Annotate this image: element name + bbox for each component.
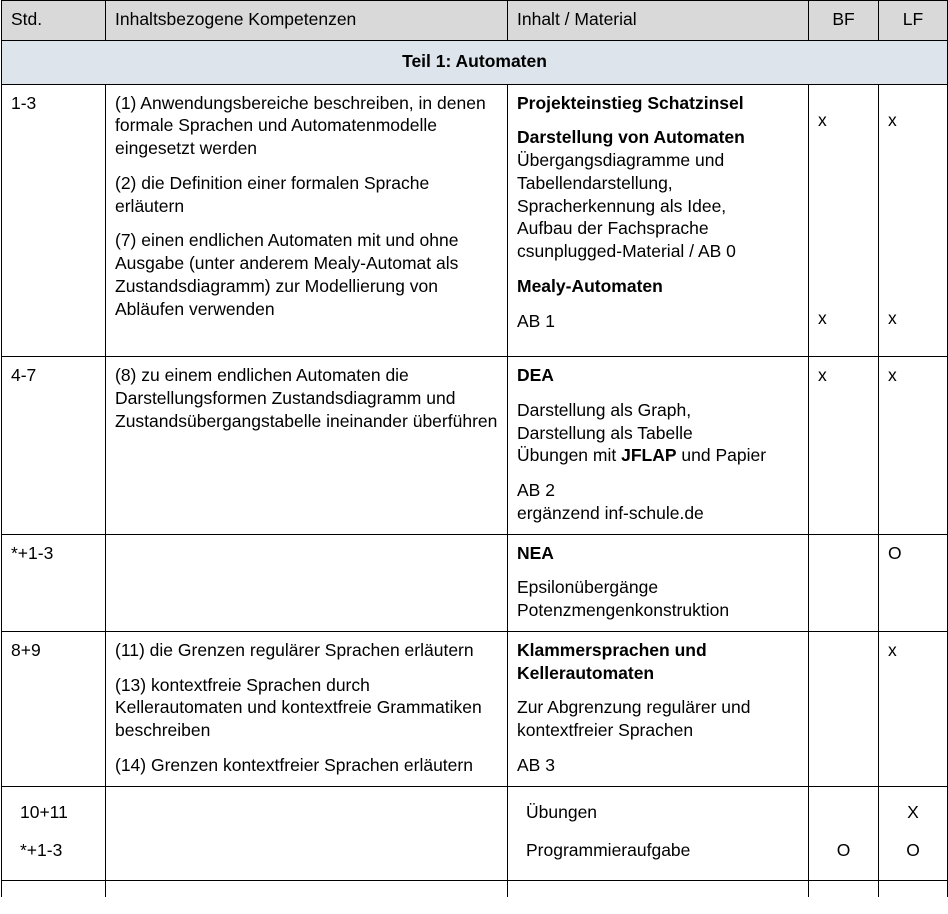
cell-bf (809, 631, 879, 786)
subrow (115, 794, 498, 832)
material-detail: Übungen (526, 801, 598, 822)
table-row (2, 84, 948, 357)
std-subtable (11, 794, 96, 872)
material-heading: Darstellung von Automaten (517, 127, 745, 148)
cell-std: 1-3 (2, 84, 106, 357)
material-heading (517, 639, 799, 685)
kompetenz-item: (8) zu einem endlichen Automaten die Darstellungsformen Zustandsdiagramm und Zustandsübergangstabelle ineinander überführen (115, 365, 498, 431)
cell-std: 8+9 (2, 631, 106, 786)
subrow (818, 832, 869, 871)
table-row (2, 357, 948, 535)
cell-material (508, 631, 809, 786)
material-heading: Mealy-Automaten (517, 275, 663, 296)
cell-kompetenzen (106, 84, 508, 357)
table-row (2, 786, 948, 881)
cell-material (508, 84, 809, 357)
cell-bf (809, 534, 879, 631)
material-line-post: und Papier (676, 445, 767, 466)
material-line: Spracherkennung als Idee, (517, 195, 727, 216)
cell-kompetenzen (106, 534, 508, 631)
cell-material (508, 534, 809, 631)
kompetenz-item: (13) kontextfreie Sprachen durch Kellerautomaten und kontextfreie Grammatiken beschreiben (115, 674, 482, 740)
table-header (2, 1, 948, 41)
cell-lf-partial (879, 881, 948, 897)
material-line: Klammersprachen und (517, 639, 707, 660)
bf-mark: O (836, 839, 851, 860)
subrow (115, 832, 498, 870)
subrow (517, 832, 799, 871)
kompetenz-item: (14) Grenzen kontextfreier Sprachen erläutern (115, 754, 473, 775)
material-line: AB 2 (517, 480, 555, 500)
table-row (2, 631, 948, 786)
column-header-lf: LF (879, 1, 948, 41)
material-heading: NEA (517, 542, 554, 563)
column-header-inhalt: Inhalt / Material (508, 1, 809, 41)
cell-kompetenzen (106, 631, 508, 786)
cell-material (508, 357, 809, 535)
jflap-label: JFLAP (621, 445, 677, 466)
material-line: Übergangsdiagramme und (517, 150, 725, 170)
material-line: csunplugged-Material / AB 0 (517, 241, 736, 261)
kompetenz-item: (11) die Grenzen regulärer Sprachen erläutern (115, 639, 474, 660)
cell-std: *+1-3 (20, 840, 63, 861)
table-row (2, 534, 948, 631)
spacer (115, 542, 498, 620)
material-line-pre: Übungen mit (517, 445, 622, 466)
lf-mark: x (888, 307, 897, 328)
lf-mark: X (907, 801, 919, 822)
cell-bf (809, 84, 879, 357)
material-line: kontextfreier Sprachen (517, 720, 694, 740)
material-detail: AB 1 (517, 310, 555, 331)
cell-lf: x (879, 357, 948, 535)
cell-lf: x (879, 631, 948, 786)
material-heading: DEA (517, 365, 554, 385)
lf-mark: O (906, 840, 920, 861)
spacer (115, 444, 498, 490)
cell-kompetenz (115, 794, 498, 832)
subrow (517, 794, 799, 833)
subrow (11, 794, 96, 833)
cell-kompetenzen-partial (106, 881, 508, 897)
material-line: Zur Abgrenzung regulärer und (517, 697, 751, 718)
cell-std: 10+11 (20, 801, 68, 822)
curriculum-table (1, 0, 948, 897)
bf-subtable (818, 794, 869, 871)
table-row-partial (2, 881, 948, 897)
cell-material-partial (508, 881, 809, 897)
column-header-bf: BF (809, 1, 879, 41)
material-detail (517, 149, 799, 263)
kompetenz-item: (7) einen endlichen Automaten mit und ohne Ausgabe (unter anderem Mealy-Automat als Zustandsdiagramm) zur Modellierung von Abläufen verwenden (115, 230, 459, 319)
cell-std: *+1-3 (2, 534, 106, 631)
column-header-kompetenzen: Inhaltsbezogene Kompetenzen (106, 1, 508, 41)
cell-lf (879, 84, 948, 357)
header-row (2, 1, 948, 41)
lf-mark: x (888, 110, 897, 130)
lf-subtable (888, 794, 938, 872)
cell-kompetenzen (106, 357, 508, 535)
material-line: Tabellendarstellung, (517, 172, 673, 193)
subrow (11, 832, 96, 871)
spacer (818, 149, 869, 289)
cell-kompetenz (115, 832, 498, 870)
kompetenzen-subtable (115, 794, 498, 870)
section-title: Teil 1: Automaten (2, 40, 948, 84)
material-line: Darstellung als Graph, (517, 399, 692, 420)
bf-mark (818, 794, 869, 832)
material-line: ergänzend inf-schule.de (517, 502, 704, 523)
subrow (888, 794, 938, 833)
cell-bf: x (809, 357, 879, 535)
material-detail (517, 479, 799, 525)
material-line: Potenzmengenkonstruktion (517, 600, 730, 620)
table-body (2, 40, 948, 896)
cell-bf (809, 786, 879, 881)
section-banner-row (2, 40, 948, 84)
spacer (888, 149, 938, 289)
material-detail: AB 3 (517, 754, 555, 775)
material-line: Epsilonübergänge (517, 577, 659, 598)
cell-lf: O (879, 534, 948, 631)
material-line: Aufbau der Fachsprache (517, 218, 709, 239)
material-line: Kellerautomaten (517, 662, 655, 683)
cell-bf-partial (809, 881, 879, 897)
cell-material (508, 786, 809, 881)
material-detail (517, 576, 799, 622)
subrow (888, 832, 938, 871)
kompetenz-item: (2) die Definition einer formalen Sprache erläutern (115, 172, 430, 216)
kompetenz-item: (1) Anwendungsbereiche beschreiben, in denen formale Sprachen und Automatenmodelle eingesetzt werden (115, 92, 486, 158)
material-line: Darstellung als Tabelle (517, 422, 693, 443)
material-detail (517, 399, 799, 467)
cell-kompetenzen (106, 786, 508, 881)
material-detail (517, 696, 799, 742)
bf-mark: x (818, 307, 827, 328)
material-heading: Projekteinstieg Schatzinsel (517, 92, 744, 113)
column-header-std: Std. (2, 1, 106, 41)
material-detail: Programmieraufgabe (526, 840, 691, 861)
bf-mark: x (818, 110, 827, 130)
cell-std-partial (2, 881, 106, 897)
material-subtable (517, 794, 799, 872)
cell-std (2, 786, 106, 881)
cell-lf (879, 786, 948, 881)
subrow (818, 794, 869, 832)
cell-std: 4-7 (2, 357, 106, 535)
